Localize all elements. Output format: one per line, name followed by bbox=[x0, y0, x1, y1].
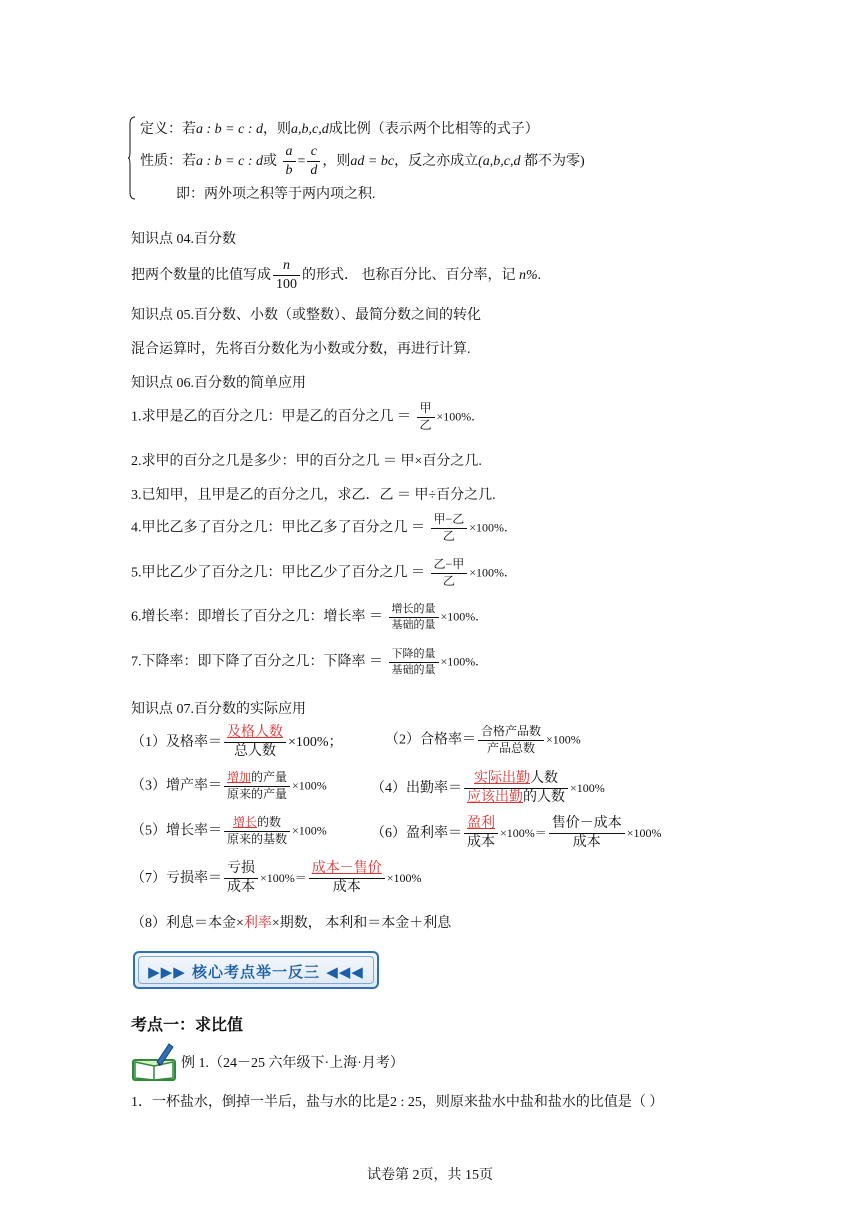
kp06-item3: 3.已知甲，且甲是乙的百分之几，求乙．乙 ＝ 甲÷百分之几. bbox=[131, 488, 496, 503]
kp07-title: 知识点 07.百分数的实际应用 bbox=[131, 702, 306, 717]
kp04-text: 把两个数量的比值写成 $\frac{n}{100}$ 的形式． 也称百分比、百分率，记 n%. bbox=[131, 258, 542, 293]
page-footer: 试卷第 2页，共 15页 bbox=[367, 1168, 493, 1183]
kp06-item6: 6.增长率：即增长了百分之几：增长率 ＝ $\frac{\text{增长的量}}{\text{基础的量}}$ ×100%. bbox=[131, 603, 479, 631]
section-title: 考点一：求比值 bbox=[131, 1015, 244, 1034]
core-points-banner bbox=[133, 951, 379, 989]
formula-growth-rate: （5）增长率＝ $\frac{\text{增长的数}}{\text{原来的基数}}$ ×100% bbox=[131, 815, 327, 846]
formula-pass-rate: （1）及格率＝ $\frac{\text{及格人数}}{\text{总人数}}$ ×100%； bbox=[131, 725, 343, 760]
kp06-item1: 1.求甲是乙的百分之几：甲是乙的百分之几 ＝ $\frac{\text{甲}}{\text{乙}}$ ×100%. bbox=[131, 401, 475, 432]
property-note: 即：两外项之积等于两内项之积. bbox=[176, 187, 376, 202]
kp06-title: 知识点 06.百分数的简单应用 bbox=[131, 376, 306, 391]
definition-line: 定义：若a : b = c : d，则a,b,c,d成比例（表示两个比相等的式子） bbox=[140, 122, 539, 137]
example-header: 例 1.（24－25 六年级下·上海·月考） bbox=[181, 1056, 404, 1071]
property-line: 性质：若a : b = c : d或 $\frac{a}{b}$ = $\frac{c}{d}$ ，则ad = bc，反之亦成立(a,b,c,d 都不为零) bbox=[140, 144, 585, 179]
arrows-right-icon: ▶▶▶ bbox=[148, 963, 186, 981]
arrows-left-icon: ◀◀◀ bbox=[326, 963, 364, 981]
formula-qualified-rate: （2）合格率＝ $\frac{\text{合格产品数}}{\text{产品总数}}$ ×100% bbox=[385, 724, 581, 755]
kp04-title: 知识点 04.百分数 bbox=[131, 232, 236, 247]
kp06-item2: 2.求甲的百分之几是多少：甲的百分之几 ＝ 甲×百分之几. bbox=[131, 454, 482, 469]
kp05-text: 混合运算时，先将百分数化为小数或分数，再进行计算. bbox=[131, 342, 471, 357]
banner-title: 核心考点举一反三 bbox=[191, 963, 320, 981]
kp06-item7: 7.下降率：即下降了百分之几：下降率 ＝ $\frac{\text{下降的量}}{\text{基础的量}}$ ×100%. bbox=[131, 648, 479, 676]
question-1: 1．一杯盐水，倒掉一半后，盐与水的比是2 : 25，则原来盐水中盐和盐水的比值是（ ） bbox=[131, 1095, 664, 1110]
kp06-item4: 4.甲比乙多了百分之几：甲比乙多了百分之几 ＝ $\frac{\text{甲−乙}}{\text{乙}}$ ×100%. bbox=[131, 512, 508, 543]
formula-interest: （8）利息＝本金×利率×期数， 本利和＝本金＋利息 bbox=[131, 916, 452, 931]
ratio-fraction-cd: $\frac{c}{d}$ bbox=[307, 144, 320, 179]
formula-profit-rate: （6）盈利率＝ $\frac{\text{盈利}}{\text{成本}}$ ×100%＝ $\frac{\text{售价－成本}}{\text{成本}}$ ×100% bbox=[371, 816, 662, 851]
book-pencil-icon bbox=[131, 1040, 177, 1082]
kp06-item5: 5.甲比乙少了百分之几：甲比乙少了百分之几 ＝ $\frac{\text{乙−甲}}{\text{乙}}$ ×100%. bbox=[131, 557, 508, 588]
ratio-fraction-ab: $\frac{a}{b}$ bbox=[283, 144, 296, 179]
formula-attendance-rate: （4）出勤率＝ $\frac{\text{实际出勤人数}}{\text{应该出勤的人数}}$ ×100% bbox=[371, 771, 605, 806]
formula-loss-rate: （7）亏损率＝ $\frac{\text{亏损}}{\text{成本}}$ ×100%＝ $\frac{\text{成本－售价}}{\text{成本}}$ ×100% bbox=[131, 861, 422, 896]
brace-icon bbox=[128, 116, 136, 200]
kp05-title: 知识点 05.百分数、小数（或整数）、最简分数之间的转化 bbox=[131, 308, 481, 323]
formula-output-growth: （3）增产率＝ $\frac{\text{增加的产量}}{\text{原来的产量}}$ ×100% bbox=[131, 770, 327, 801]
